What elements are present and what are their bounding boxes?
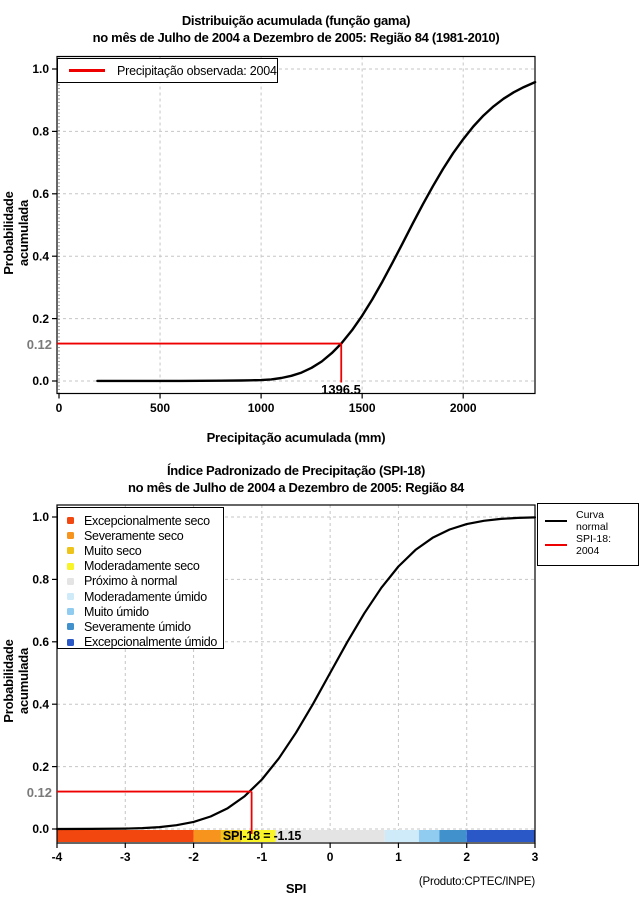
legend-item-spi-2004	[538, 533, 638, 557]
legend-color-swatch	[67, 563, 74, 570]
spi-bar-segment	[385, 830, 419, 842]
legend-item	[58, 635, 223, 650]
x-tick-label: 0	[326, 850, 334, 864]
x-tick-label: 1	[395, 850, 402, 864]
legend-item	[58, 528, 223, 543]
legend-item	[58, 589, 223, 604]
y-tick-label: 0.0	[32, 822, 49, 837]
y-tick-label: 0.2	[32, 311, 49, 326]
spi-2004-label: SPI-18: 2004	[576, 533, 612, 557]
spi-line-sample	[545, 544, 567, 547]
observed-line-sample	[69, 69, 105, 72]
chart1-marker-precip-label: 1396.5	[321, 382, 361, 397]
x-tick-label: -1	[256, 850, 268, 864]
chart1-subtitle: no mês de Julho de 2004 a Dezembro de 2005: Região 84 (1981-2010)	[92, 30, 500, 45]
x-tick-label: 0	[55, 401, 63, 415]
legend-color-swatch	[67, 608, 74, 615]
legend-item	[58, 559, 223, 574]
legend-item-label: Severamente seco	[84, 528, 184, 543]
chart1-title: Distribuição acumulada (função gama)	[181, 13, 411, 28]
chart2-line-legend	[537, 503, 639, 566]
spi-bar-segment	[57, 830, 194, 842]
y-tick-label: 0.6	[32, 635, 49, 649]
chart2-x-axis-label: SPI	[285, 881, 307, 896]
y-tick-label: 1.0	[32, 62, 49, 77]
y-tick-label: 0.4	[32, 697, 49, 712]
x-tick-label: -3	[119, 850, 131, 864]
legend-item-label: Muito úmido	[84, 604, 149, 619]
legend-color-swatch	[67, 547, 74, 554]
legend-item	[58, 513, 223, 528]
legend-item	[58, 543, 223, 558]
chart1-legend-label: Precipitação observada: 2004	[117, 63, 277, 78]
y-tick-label: 1.0	[32, 510, 49, 525]
y-tick-label: 0.6	[32, 187, 49, 201]
normal-curve-label: Curva normal	[576, 509, 609, 533]
spi-bar-segment	[419, 830, 439, 842]
y-tick-label: 0.8	[32, 572, 49, 587]
legend-item-label: Excepcionalmente úmido	[84, 635, 218, 650]
legend-item-normal-curve	[538, 509, 638, 533]
y-tick-label: 0.2	[32, 759, 49, 774]
spi-bar-segment	[467, 830, 535, 842]
chart1-y-axis-label: Probabilidade acumulada	[1, 191, 31, 275]
x-tick-label: 2000	[449, 401, 477, 415]
legend-color-swatch	[67, 532, 74, 539]
legend-item-label: Muito seco	[84, 543, 142, 558]
legend-item	[58, 604, 223, 619]
legend-color-swatch	[67, 578, 74, 585]
legend-color-swatch	[67, 623, 74, 630]
x-tick-label: -4	[51, 850, 63, 864]
legend-color-swatch	[67, 517, 74, 524]
legend-item-label: Severamente úmido	[84, 619, 191, 634]
legend-item	[58, 574, 223, 589]
chart2-subtitle: no mês de Julho de 2004 a Dezembro de 2005: Região 84	[128, 480, 464, 495]
x-tick-label: 1000	[247, 401, 275, 415]
legend-color-swatch	[67, 639, 74, 646]
legend-color-swatch	[67, 593, 74, 600]
gamma-cdf-curve	[97, 82, 535, 381]
legend-item-label: Moderadamente seco	[84, 559, 200, 574]
y-tick-label: 0.8	[32, 124, 49, 139]
x-tick-label: 3	[531, 850, 539, 864]
x-tick-label: -2	[188, 850, 199, 864]
chart2-y-axis-label: Probabilidade acumulada	[1, 639, 31, 723]
y-tick-label: 0.0	[32, 374, 49, 389]
legend-item	[58, 619, 223, 634]
spi-category-legend	[57, 507, 224, 649]
legend-item-label: Próximo à normal	[84, 574, 178, 589]
x-tick-label: 1500	[348, 401, 376, 415]
chart1-x-axis-label: Precipitação acumulada (mm)	[206, 430, 386, 445]
normal-curve-line-sample	[545, 520, 567, 523]
chart1-marker-prob-label: 0.12	[26, 337, 52, 352]
product-footnote: (Produto:CPTEC/INPE)	[418, 876, 535, 888]
chart2-marker-prob-label: 0.12	[26, 785, 52, 800]
chart2-title: Índice Padronizado de Precipitação (SPI-18)	[166, 463, 425, 478]
chart1-legend	[57, 58, 278, 83]
spi-value-label: SPI-18 = -1.15	[222, 829, 302, 843]
x-tick-label: 500	[150, 401, 171, 415]
x-tick-label: 2	[463, 850, 471, 864]
spi-bar-segment	[439, 830, 466, 842]
y-tick-label: 0.4	[32, 249, 49, 264]
legend-item-label: Excepcionalmente seco	[84, 513, 210, 528]
legend-item-label: Moderadamente úmido	[84, 589, 207, 604]
